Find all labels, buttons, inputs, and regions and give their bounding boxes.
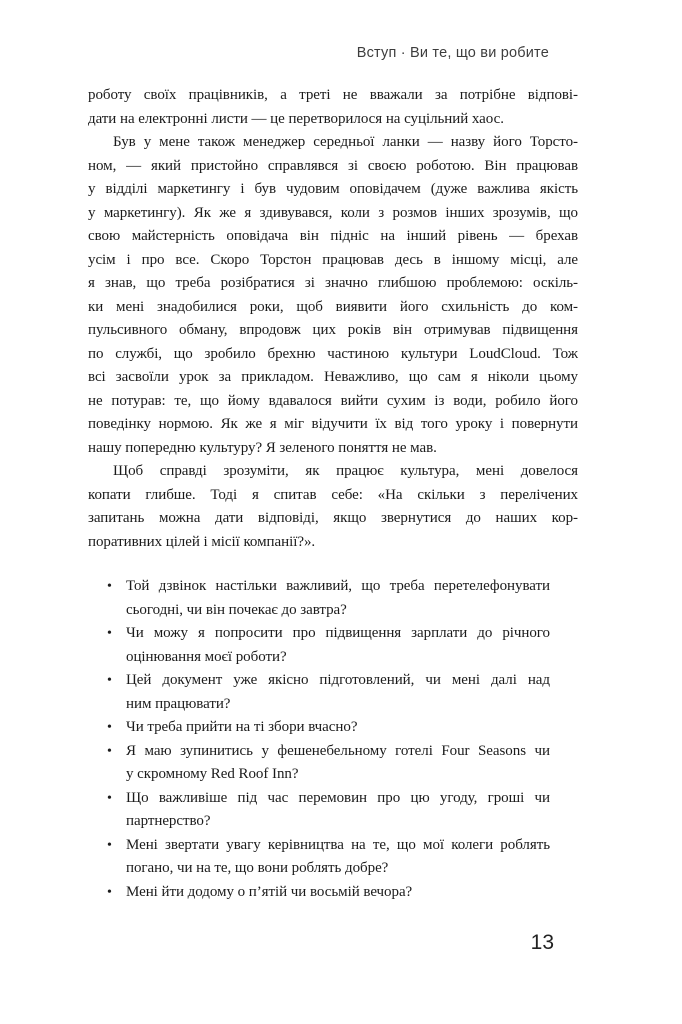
list-item-text bbox=[126, 622, 550, 669]
text-line: Щоб справді зрозуміти, як працює культура, мені довелося bbox=[113, 463, 578, 479]
text-line: нашу попередню культуру? Я зеленого поняття не мав. bbox=[88, 439, 437, 456]
list-item bbox=[88, 881, 550, 905]
list-item-text bbox=[126, 834, 550, 881]
list-item-text bbox=[126, 716, 550, 740]
text-line: поративних цілей і місії компанії?». bbox=[88, 533, 316, 550]
bullet-list bbox=[88, 575, 550, 904]
bullet-icon: • bbox=[107, 579, 112, 594]
text-line: дати на електронні листи — це перетворилося на суцільний хаос. bbox=[88, 110, 504, 127]
text-line: свою майстерність оповідача він підніс на інший рівень — брехав bbox=[88, 228, 578, 244]
list-item-text bbox=[126, 740, 550, 787]
text-line: ним працювати? bbox=[126, 695, 231, 712]
text-line: по службі, що зробило брехню частиною культури LoudCloud. Тож bbox=[88, 345, 578, 362]
text-line: погано, чи на те, що вони роблять добре? bbox=[126, 860, 389, 876]
text-line: у відділі маркетингу і був чудовим оповідачем (дуже важлива якість bbox=[88, 181, 578, 197]
text-line: Мені йти додому о п’ятій чи восьмій вечора? bbox=[126, 883, 413, 900]
text-line: я знав, що треба розібратися зі значно глибшою проблемою: оскіль- bbox=[88, 275, 578, 291]
text-line: Чи можу я попросити про підвищення зарплати до річного bbox=[126, 625, 550, 641]
text-line: сьогодні, чи він почекає до завтра? bbox=[126, 601, 347, 618]
text-line: роботу своїх працівників, а треті не вважали за потрібне відпові- bbox=[88, 87, 578, 103]
text-line: Я маю зупинитись у фешенебельному готелі Four Seasons чи bbox=[126, 742, 550, 759]
list-item bbox=[88, 787, 550, 834]
list-item-text bbox=[126, 787, 550, 834]
text-line: партнерство? bbox=[126, 813, 211, 829]
text-line: не потурав: те, що йому вдавалося вийти сухим із води, робило його bbox=[88, 392, 578, 409]
text-line: поведінку нормою. Як же я міг відучити їх від того уроку і повернути bbox=[88, 416, 578, 432]
paragraphs bbox=[88, 84, 578, 554]
text-line: ки мені знадобилися роки, щоб виявити його схильність до ком- bbox=[88, 298, 578, 315]
text-line: копати глибше. Тоді я спитав себе: «На скільки з перелічених bbox=[88, 486, 578, 503]
paragraph bbox=[88, 131, 578, 460]
text-line: Що важливіше під час перемовин про цю угоду, гроші чи bbox=[126, 789, 550, 806]
text-block bbox=[88, 84, 578, 904]
text-line: оцінювання моєї роботи? bbox=[126, 648, 287, 665]
text-line: у маркетингу). Як же я здивувався, коли з розмов інших зрозумів, що bbox=[88, 204, 578, 221]
page-number: 13 bbox=[530, 931, 554, 954]
text-line: запитань можна дати відповіді, якщо звернутися до наших кор- bbox=[88, 510, 578, 526]
list-item bbox=[88, 740, 550, 787]
running-header: Вступ · Ви те, що ви робите bbox=[356, 45, 549, 61]
bullet-icon: • bbox=[107, 837, 112, 853]
text-line: усім і про все. Скоро Торстон працював десь в іншому місці, але bbox=[88, 251, 578, 268]
paragraph bbox=[88, 84, 578, 131]
list-item-text bbox=[126, 575, 550, 622]
text-line: Цей документ уже якісно підготовлений, чи мені далі над bbox=[126, 672, 550, 688]
bullet-icon: • bbox=[107, 673, 112, 688]
bullet-icon: • bbox=[107, 743, 112, 759]
text-line: Чи треба прийти на ті збори вчасно? bbox=[126, 719, 358, 735]
text-line: у скромному Red Roof Inn? bbox=[126, 766, 299, 782]
text-line: всі засвоїли урок за прикладом. Неважливо, що сам я ніколи цьому bbox=[88, 369, 578, 385]
text-line: ном, — який пристойно справлявся зі своєю роботою. Він працював bbox=[88, 157, 578, 174]
list-item bbox=[88, 669, 550, 716]
list-item bbox=[88, 622, 550, 669]
list-item-text bbox=[126, 669, 550, 716]
text-line: пульсивного обману, впродовж цих років він отримував підвищення bbox=[88, 322, 578, 338]
bullet-icon: • bbox=[107, 720, 112, 735]
bullet-icon: • bbox=[107, 626, 112, 641]
paragraph bbox=[88, 460, 578, 554]
text-line: Той дзвінок настільки важливий, що треба перетелефонувати bbox=[126, 578, 550, 594]
list-item bbox=[88, 834, 550, 881]
list-item bbox=[88, 716, 550, 740]
list-item-text bbox=[126, 881, 550, 905]
list-item bbox=[88, 575, 550, 622]
bullet-icon: • bbox=[107, 884, 112, 900]
bullet-icon: • bbox=[107, 790, 112, 806]
text-line: Був у мене також менеджер середньої ланки — назву його Торсто- bbox=[113, 134, 578, 150]
text-line: Мені звертати увагу керівництва на те, що мої колеги роблять bbox=[126, 836, 550, 853]
